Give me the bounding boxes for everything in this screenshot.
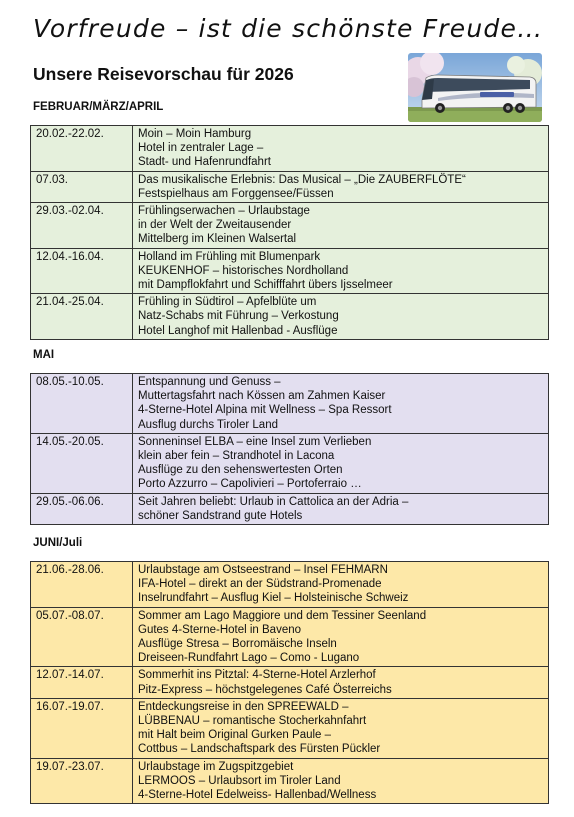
table-row	[31, 294, 549, 340]
trip-line: 4-Sterne-Hotel Alpina mit Wellness – Spa Ressort	[138, 404, 392, 417]
trip-date: 12.04.-16.04.	[31, 248, 133, 294]
trip-line: Holland im Frühling mit Blumenpark	[138, 250, 321, 263]
trip-line: IFA-Hotel – direkt an der Südstrand-Promenade	[138, 578, 382, 591]
trip-line: Inselrundfahrt – Ausflug Kiel – Holsteinische Schweiz	[138, 592, 409, 605]
trip-line: Stadt- und Hafenrundfahrt	[138, 156, 271, 169]
trip-line: LÜBBENAU – romantische Stocherkahnfahrt	[138, 715, 367, 728]
trip-line: Sonneninsel ELBA – eine Insel zum Verlieben	[138, 435, 372, 448]
trip-line: Das musikalische Erlebnis: Das Musical – „Die ZAUBERFLÖTE“	[138, 173, 466, 186]
trip-line: 4-Sterne-Hotel Edelweiss- Hallenbad/Wellness	[138, 789, 377, 802]
trip-description	[133, 171, 549, 202]
trip-line: Seit Jahren beliebt: Urlaub in Cattolica an der Adria –	[138, 495, 409, 508]
trip-line: LERMOOS – Urlaubsort im Tiroler Land	[138, 774, 341, 787]
trip-line: Pitz-Express – höchstgelegenes Café Österreichs	[138, 683, 392, 696]
trip-line: Ausflüge Stresa – Borromäische Inseln	[138, 638, 337, 651]
trip-date: 08.05.-10.05.	[31, 374, 133, 434]
trip-line: Sommer am Lago Maggiore und dem Tessiner Seenland	[138, 609, 427, 622]
page-title: Unsere Reisevorschau für 2026	[33, 64, 294, 84]
trip-description	[133, 667, 549, 698]
trip-line: Porto Azzurro – Capolivieri – Portoferraio …	[138, 478, 362, 491]
table-row	[31, 171, 549, 202]
trip-date: 16.07.-19.07.	[31, 698, 133, 758]
trip-date: 19.07.-23.07.	[31, 758, 133, 804]
trip-description	[133, 607, 549, 667]
trip-line: schöner Sandstrand gute Hotels	[138, 509, 303, 522]
trip-line: KEUKENHOF – historisches Nordholland	[138, 264, 349, 277]
table-row	[31, 607, 549, 667]
trip-description	[133, 294, 549, 340]
trip-line: klein aber fein – Strandhotel in Lacona	[138, 450, 335, 463]
table-row	[31, 203, 549, 249]
trip-description	[133, 433, 549, 493]
trip-description	[133, 203, 549, 249]
trip-line: Frühlingserwachen – Urlaubstage	[138, 205, 310, 218]
table-row	[31, 433, 549, 493]
table-row	[31, 698, 549, 758]
trip-description	[133, 493, 549, 524]
trip-line: Urlaubstage im Zugspitzgebiet	[138, 760, 294, 773]
trip-line: Hotel Langhof mit Hallenbad - Ausflüge	[138, 324, 338, 337]
trip-date: 12.07.-14.07.	[31, 667, 133, 698]
trip-line: Sommerhit ins Pitztal: 4-Sterne-Hotel Arzlerhof	[138, 669, 376, 682]
trip-line: Muttertagsfahrt nach Kössen am Zahmen Kaiser	[138, 390, 386, 403]
trip-line: Entspannung und Genuss –	[138, 376, 281, 388]
trip-date: 29.03.-02.04.	[31, 203, 133, 249]
trips-table-feb-mar-apr	[30, 125, 549, 340]
trip-line: Ausflüge zu den sehenswertesten Orten	[138, 464, 343, 477]
trip-date: 21.04.-25.04.	[31, 294, 133, 340]
trip-description	[133, 374, 549, 434]
trip-description	[133, 126, 549, 172]
trip-line: Hotel in zentraler Lage –	[138, 142, 264, 155]
bus-photo	[408, 53, 542, 122]
trips-table-mai	[30, 373, 549, 525]
trip-date: 20.02.-22.02.	[31, 126, 133, 172]
table-row	[31, 374, 549, 434]
table-row	[31, 493, 549, 524]
table-row	[31, 758, 549, 804]
trip-description	[133, 698, 549, 758]
trip-line: Dreiseen-Rundfahrt Lago – Como - Lugano	[138, 652, 360, 665]
trip-line: Festspielhaus am Forggensee/Füssen	[138, 187, 334, 200]
table-row	[31, 562, 549, 608]
trip-line: Entdeckungsreise in den SPREEWALD –	[138, 700, 349, 713]
trip-line: Urlaubstage am Ostseestrand – Insel FEHMARN	[138, 564, 388, 576]
trip-line: Gutes 4-Sterne-Hotel in Baveno	[138, 623, 302, 636]
trip-date: 14.05.-20.05.	[31, 433, 133, 493]
trip-line: Moin – Moin Hamburg	[138, 128, 252, 140]
trip-line: Ausflug durchs Tiroler Land	[138, 418, 278, 431]
trip-line: Cottbus – Landschaftspark des Fürsten Pückler	[138, 743, 381, 756]
trip-date: 21.06.-28.06.	[31, 562, 133, 608]
trips-table-juni-juli	[30, 561, 549, 804]
trip-line: Natz-Schabs mit Führung – Verkostung	[138, 310, 339, 323]
trip-line: Frühling in Südtirol – Apfelblüte um	[138, 296, 317, 309]
trip-date: 07.03.	[31, 171, 133, 202]
trip-line: mit Halt beim Original Gurken Paule –	[138, 729, 332, 742]
trip-line: in der Welt der Zweitausender	[138, 219, 292, 232]
section-label-mai: MAI	[33, 349, 55, 361]
trip-description	[133, 758, 549, 804]
trip-line: mit Dampflokfahrt und Schifffahrt übers Ijsselmeer	[138, 279, 393, 292]
trip-description	[133, 562, 549, 608]
section-label-juni-juli: JUNI/Juli	[33, 537, 83, 549]
table-row	[31, 667, 549, 698]
headline: Vorfreude – ist die schönste Freude…	[33, 14, 544, 43]
trip-description	[133, 248, 549, 294]
trip-date: 29.05.-06.06.	[31, 493, 133, 524]
table-row	[31, 248, 549, 294]
table-row	[31, 126, 549, 172]
trip-date: 05.07.-08.07.	[31, 607, 133, 667]
section-label-feb-mar-apr: FEBRUAR/MÄRZ/APRIL	[33, 101, 164, 113]
trip-line: Mittelberg im Kleinen Walsertal	[138, 233, 297, 246]
